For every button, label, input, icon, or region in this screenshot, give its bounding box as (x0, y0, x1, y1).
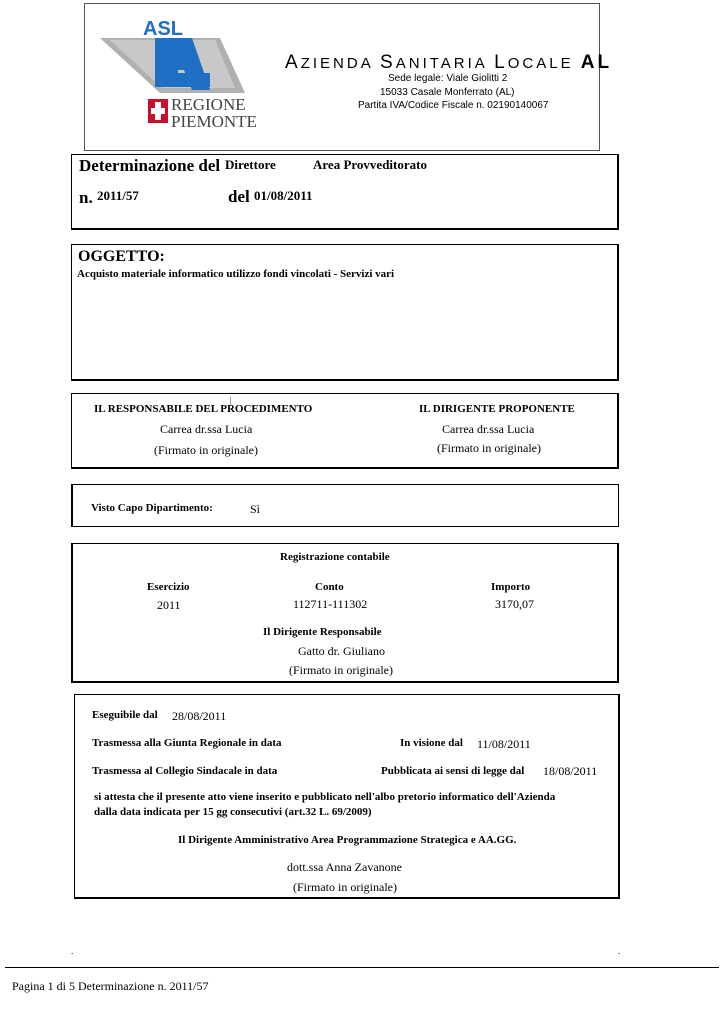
registrazione-box (71, 543, 619, 683)
column-importo: Importo (491, 581, 531, 593)
pubblicata-label: Pubblicata ai sensi di legge dal (381, 765, 525, 777)
registrazione-title: Registrazione contabile (280, 551, 390, 563)
giunta-label: Trasmessa alla Giunta Regionale in data (92, 737, 282, 749)
address-line-1: Sede legale: Viale Giolitti 2 (388, 73, 508, 84)
dirigente-responsabile-signed: (Firmato in originale) (289, 663, 393, 677)
logo-region-line1: REGIONE (171, 95, 246, 114)
org-word-2: ANITARIA (395, 55, 487, 72)
visione-label: In visione dal (400, 737, 463, 749)
determination-number: 2011/57 (97, 188, 139, 203)
org-letter-s: S (380, 52, 396, 73)
determination-role: Direttore (225, 157, 276, 172)
dirigente-proponente-name: Carrea dr.ssa Lucia (442, 422, 535, 436)
org-word-3: OCALE (507, 55, 574, 72)
subject-text: Acquisto materiale informatico utilizzo fondi vincolati - Servizi vari (77, 268, 395, 280)
date-label: del (228, 187, 250, 206)
org-word-1: ZIENDA (300, 55, 373, 72)
footer-dot-right: . (618, 946, 621, 956)
dirigente-amministrativo-signed: (Firmato in originale) (293, 880, 397, 894)
dirigente-responsabile-name: Gatto dr. Giuliano (298, 644, 385, 658)
org-letter-a: A (285, 52, 301, 73)
determination-date: 01/08/2011 (254, 188, 313, 203)
org-letter-l: L (494, 52, 508, 73)
dirigente-proponente-heading: IL DIRIGENTE PROPONENTE (419, 403, 575, 415)
organization-name (285, 52, 612, 74)
dirigente-amministrativo-label: Il Dirigente Amministrativo Area Programmazione Strategica e AA.GG. (178, 834, 517, 846)
pubblicata-date: 18/08/2011 (543, 764, 598, 778)
attesta-line-1: si attesta che il presente atto viene inserito e pubblicato nell'albo pretorio informatico dell'Azienda (94, 791, 556, 803)
address-line-2: 15033 Casale Monferrato (AL) (380, 87, 515, 98)
esercizio-value: 2011 (157, 598, 181, 612)
subject-label: OGGETTO: (78, 248, 165, 265)
importo-value: 3170,07 (495, 597, 534, 611)
address-line-3: Partita IVA/Codice Fiscale n. 02190140067 (358, 100, 549, 111)
visione-date: 11/08/2011 (477, 737, 531, 751)
logo-asl-text: ASL (143, 18, 183, 40)
responsabile-heading: IL RESPONSABILE DEL PROCEDIMENTO (94, 403, 313, 415)
eseguibile-label: Eseguibile dal (92, 709, 158, 721)
responsabile-signed: (Firmato in originale) (154, 443, 258, 457)
logo-region-line2: PIEMONTE (171, 112, 257, 131)
responsabile-name: Carrea dr.ssa Lucia (160, 422, 253, 436)
visto-value: Sì (250, 502, 261, 516)
org-code: AL (580, 52, 613, 73)
dirigente-amministrativo-name: dott.ssa Anna Zavanone (287, 860, 402, 874)
determination-title: Determinazione del (79, 156, 221, 175)
attesta-line-2: dalla data indicata per 15 gg consecutivi (art.32 L. 69/2009) (94, 806, 372, 818)
number-label: n. (79, 188, 93, 207)
eseguibile-date: 28/08/2011 (172, 709, 227, 723)
column-esercizio: Esercizio (147, 581, 190, 593)
dirigente-responsabile-label: Il Dirigente Responsabile (263, 626, 382, 638)
column-conto: Conto (315, 581, 344, 593)
determination-area: Area Provveditorato (313, 157, 427, 172)
visto-label: Visto Capo Dipartimento: (91, 502, 213, 514)
dirigente-proponente-signed: (Firmato in originale) (437, 441, 541, 455)
footer-text: Pagina 1 di 5 Determinazione n. 2011/57 (12, 979, 209, 993)
conto-value: 112711-111302 (293, 597, 368, 611)
footer-dot-left: . (71, 946, 74, 956)
responsabile-marker: | (230, 396, 232, 405)
collegio-label: Trasmessa al Collegio Sindacale in data (92, 765, 278, 777)
footer-divider (5, 967, 719, 968)
